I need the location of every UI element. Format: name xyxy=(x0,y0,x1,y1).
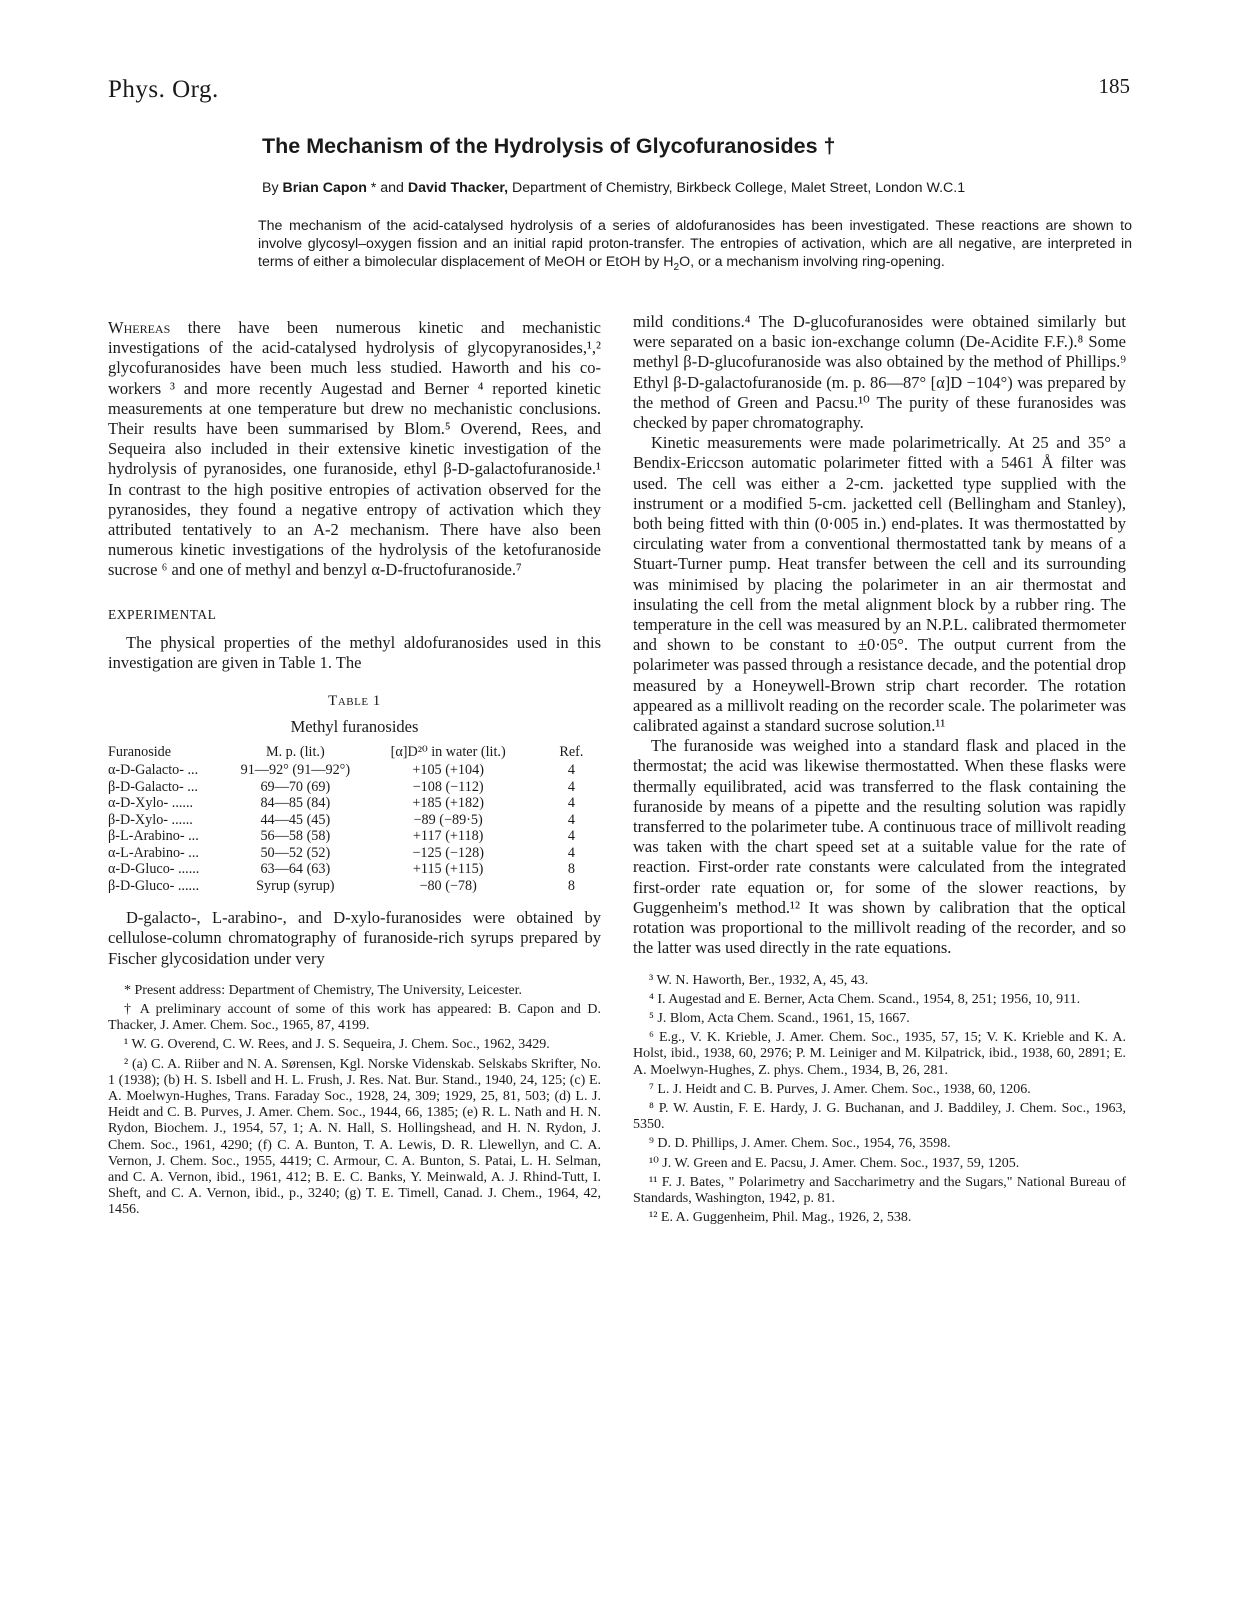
table-header: Furanoside xyxy=(108,743,172,760)
table-cell: α-D-Xylo- ...... xyxy=(108,795,194,812)
byline-and: and xyxy=(380,180,404,196)
table-header: Ref. xyxy=(559,743,584,760)
right-paragraph-2: Kinetic measurements were made polarimetrically. At 25 and 35° a Bendix-Ericcson automatic polarimeter fitted with a 5461 Å filter was used. The cell was either a 2-cm. jacketted type supplied with the instrument or a modified 5-cm. jacketted cell (Bellingham and Stanley), both being fitted with thin (0·005 in.) end-plates. It was thermostatted by circulating water from a conventional thermostatted tank by means of a Stuart-Turner pump. Heat transfer between the cell and its surrounding was minimised by placing the polarimeter in an air thermostat and insulating the cell from the metal alignment block by a rubber ring. The temperature in the cell was measured by an N.P.L. calibrated thermometer and shown to be constant to ±0·05°. The output current from the polarimeter was passed through a resistance decade, and the potential drop measured by a Honeywell-Brown strip chart recorder. The rotation appeared as a millivolt reading on the recorder scale. The polarimeter was calibrated against a standard sucrose solution.¹¹ xyxy=(633,433,1126,736)
table-cell: −80 (−78) xyxy=(419,877,477,894)
table-row xyxy=(108,812,601,829)
table-row xyxy=(108,861,601,878)
table-cell: 56—58 (58) xyxy=(260,828,331,845)
table-cell: β-D-Xylo- ...... xyxy=(108,811,193,828)
table-header: M. p. (lit.) xyxy=(265,743,325,760)
article-title: The Mechanism of the Hydrolysis of Glycofuranosides † xyxy=(262,134,836,158)
table-cell: 84—85 (84) xyxy=(260,795,331,812)
footnote: ⁷ L. J. Heidt and C. B. Purves, J. Amer. Chem. Soc., 1938, 60, 1206. xyxy=(649,1081,1031,1097)
table-row xyxy=(108,779,601,796)
table-cell: 4 xyxy=(567,795,575,812)
footnote: ¹⁰ J. W. Green and E. Pacsu, J. Amer. Chem. Soc., 1937, 59, 1205. xyxy=(649,1155,1020,1171)
footnote: ¹¹ F. J. Bates, " Polarimetry and Saccharimetry and the Sugars," National Bureau of Standards, Washington, 1942, p. 81. xyxy=(633,1174,1126,1206)
table-cell: 4 xyxy=(567,828,575,845)
table-row xyxy=(108,878,601,895)
right-paragraph-1: mild conditions.⁴ The D-glucofuranosides were obtained similarly but were separated on a basic ion-exchange column (De-Acidite F.F.).⁸ Some methyl β-D-glucofuranoside was also obtained by the method of Phillips.⁹ Ethyl β-D-galactofuranoside (m. p. 86—87° [α]D −104°) was prepared by the method of Green and Pacsu.¹⁰ The purity of these furanosides was checked by paper chromatography. xyxy=(633,312,1126,433)
table-cell: 50—52 (52) xyxy=(260,844,331,861)
footnote: ¹² E. A. Guggenheim, Phil. Mag., 1926, 2, 538. xyxy=(649,1210,912,1226)
footnote: ¹ W. G. Overend, C. W. Rees, and J. S. Sequeira, J. Chem. Soc., 1962, 3429. xyxy=(124,1037,550,1053)
table-cell: β-L-Arabino- ... xyxy=(108,828,199,845)
table-cell: 8 xyxy=(567,861,575,878)
footnote: ⁹ D. D. Phillips, J. Amer. Chem. Soc., 1954, 76, 3598. xyxy=(649,1136,951,1152)
page-number: 185 xyxy=(1098,74,1130,98)
table-header-row xyxy=(108,744,601,763)
table-cell: +185 (+182) xyxy=(412,795,484,812)
affiliation: Department of Chemistry, Birkbeck College, Malet Street, London W.C.1 xyxy=(508,180,966,196)
table-cell: α-L-Arabino- ... xyxy=(108,844,199,861)
intro-lead: Whereas xyxy=(108,318,171,337)
footnote: ⁴ I. Augestad and E. Berner, Acta Chem. Scand., 1954, 8, 251; 1956, 10, 911. xyxy=(649,991,1081,1007)
table-cell: β-D-Gluco- ...... xyxy=(108,877,200,894)
table-cell: 69—70 (69) xyxy=(260,778,331,795)
right-column xyxy=(633,312,1126,1229)
post-table-paragraph: D-galacto-, L-arabino-, and D-xylo-furanosides were obtained by cellulose-column chromatography of furanoside-rich syrups prepared by Fischer glycosidation under very xyxy=(108,908,601,968)
table-cell: +105 (+104) xyxy=(412,762,484,779)
abstract-text-b: O, or a mechanism involving ring-opening. xyxy=(679,254,945,270)
table-cell: α-D-Gluco- ...... xyxy=(108,861,200,878)
footnote: ⁸ P. W. Austin, F. E. Hardy, J. G. Buchanan, and J. Baddiley, J. Chem. Soc., 1963, 5350. xyxy=(633,1100,1126,1133)
footnote: ³ W. N. Haworth, Ber., 1932, A, 45, 43. xyxy=(649,972,869,988)
abstract xyxy=(258,217,1132,271)
table-row xyxy=(108,762,601,779)
intro-paragraph xyxy=(108,318,601,581)
table-cell: −125 (−128) xyxy=(412,844,484,861)
footnote: * Present address: Department of Chemistry, The University, Leicester. xyxy=(124,982,522,998)
intro-text: there have been numerous kinetic and mechanistic investigations of the acid-catalysed hydrolysis of glycopyranosides,¹,² glycofuranosides have been much less studied. Haworth and his co-workers ³ and more recently Augestad and Berner ⁴ reported kinetic measurements at one temperature but drew no mechanistic conclusions. Their results have been summarised by Blom.⁵ Overend, Rees, and Sequeira also included in their extensive kinetic investigation of the hydrolysis of pyranosides, one furanoside, ethyl β-D-galactofuranoside.¹ In contrast to the high positive entropies of activation observed for the pyranosides, they found a negative entropy of activation which they attributed tentatively to an A-2 mechanism. There have also been numerous kinetic investigations of the hydrolysis of the ketofuranoside sucrose ⁶ and one of methyl and benzyl α-D-fructofuranoside.⁷ xyxy=(108,318,601,580)
table-cell: 4 xyxy=(567,778,575,795)
footnote: ⁵ J. Blom, Acta Chem. Scand., 1961, 15, 1667. xyxy=(649,1010,910,1026)
footnote: ² (a) C. A. Riiber and N. A. Sørensen, Kgl. Norske Videnskab. Selskabs Skrifter, No. 1 (1938); (b) H. S. Isbell and H. L. Frush, J. Res. Nat. Bur. Stand., 1940, 24, 125; (c) E. A. Moelwyn-Hughes, Trans. Faraday Soc., 1928, 24, 309; 1929, 25, 81, 503; (d) L. J. Heidt and C. B. Purves, J. Amer. Chem. Soc., 1944, 66, 1385; (e) R. L. Nath and H. N. Rydon, Biochem. J., 1954, 57, 1; A. N. Hall, S. Hollingshead, and H. N. Rydon, J. Chem. Soc., 1961, 4290; (f) C. A. Bunton, T. A. Lewis, D. R. Llewellyn, and C. A. Vernon, J. Chem. Soc., 1955, 4419; C. Armour, C. A. Bunton, S. Patai, L. H. Selman, and C. A. Vernon, ibid., 1961, 412; B. E. C. Banks, Y. Meinwald, A. J. Rhind-Tutt, I. Sheft, and C. A. Vernon, ibid., p., 3240; (g) T. E. Timell, Canad. J. Chem., 1964, 42, 1456. xyxy=(108,1056,601,1218)
footnote: ⁶ E.g., V. K. Krieble, J. Amer. Chem. Soc., 1935, 57, 15; V. K. Krieble and K. A. Holst, ibid., 1938, 60, 2976; P. M. Leiniger and M. Kilpatrick, ibid., 1938, 60, 2891; E. A. Moelwyn-Hughes, Z. phys. Chem., 1934, B, 26, 281. xyxy=(633,1030,1126,1078)
table-cell: 4 xyxy=(567,844,575,861)
footnote: † A preliminary account of some of this work has appeared: B. Capon and D. Thacker, J. Amer. Chem. Soc., 1965, 87, 4199. xyxy=(108,1001,601,1034)
byline xyxy=(262,180,1132,196)
table-cell: β-D-Galacto- ... xyxy=(108,778,198,795)
abstract-text-a: The mechanism of the acid-catalysed hydrolysis of a series of aldofuranosides has been investigated. These reactions are shown to involve glycosyl–oxygen fission and an initial rapid proton-transfer. The entropies of activation, which are all negative, are interpreted in terms of either a bimolecular displacement of MeOH or EtOH by H xyxy=(258,218,1132,270)
right-paragraph-3: The furanoside was weighed into a standard flask and placed in the thermostat; the acid was likewise thermostatted. When these flasks were thermally equilibrated, acid was transferred to the flask containing the furanoside by means of a pipette and the resulting solution was rapidly transferred to the polarimeter tube. A continuous trace of millivolt reading was taken with the chart speed set at a suitable value for the rate of reaction. First-order rate constants were calculated from the integrated first-order rate equation or, for some of the slower reactions, by Guggenheim's method.¹² It was shown by calibration that the optical rotation was proportional to the millivolt reading of the recorder, and so the latter was used directly in the rate equations. xyxy=(633,736,1126,958)
author-1: Brian Capon xyxy=(282,180,367,196)
table-cell: +115 (+115) xyxy=(412,861,484,878)
table-cell: −108 (−112) xyxy=(412,778,484,795)
table-subcaption: Methyl furanosides xyxy=(290,717,419,737)
left-column xyxy=(108,318,601,1222)
table-header: [α]D²⁰ in water (lit.) xyxy=(390,743,506,760)
table-cell: 4 xyxy=(567,762,575,779)
left-footnotes xyxy=(108,983,601,1219)
table-caption: Table 1 xyxy=(328,693,381,710)
table-cell: Syrup (syrup) xyxy=(256,877,335,894)
experimental-paragraph: The physical properties of the methyl aldofuranosides used in this investigation are given in Table 1. The xyxy=(108,632,601,673)
byline-prefix: By xyxy=(262,180,279,196)
table-cell: 63—64 (63) xyxy=(260,861,331,878)
table-row xyxy=(108,795,601,812)
table-cell: 8 xyxy=(567,877,575,894)
furanoside-table xyxy=(108,744,601,895)
table-cell: 4 xyxy=(567,811,575,828)
experimental-heading: EXPERIMENTAL xyxy=(108,606,217,622)
running-head: Phys. Org. xyxy=(108,76,219,103)
table-cell: +117 (+118) xyxy=(412,828,484,845)
table-cell: −89 (−89·5) xyxy=(413,811,483,828)
abstract-subscript: 2 xyxy=(673,261,680,273)
author-1-mark: * xyxy=(366,180,381,196)
author-2: David Thacker, xyxy=(407,180,509,196)
table-cell: α-D-Galacto- ... xyxy=(108,762,199,779)
table-row xyxy=(108,828,601,845)
table-row xyxy=(108,845,601,862)
table-cell: 91—92° (91—92°) xyxy=(240,762,351,779)
right-footnotes xyxy=(633,973,1126,1227)
table-cell: 44—45 (45) xyxy=(260,811,331,828)
